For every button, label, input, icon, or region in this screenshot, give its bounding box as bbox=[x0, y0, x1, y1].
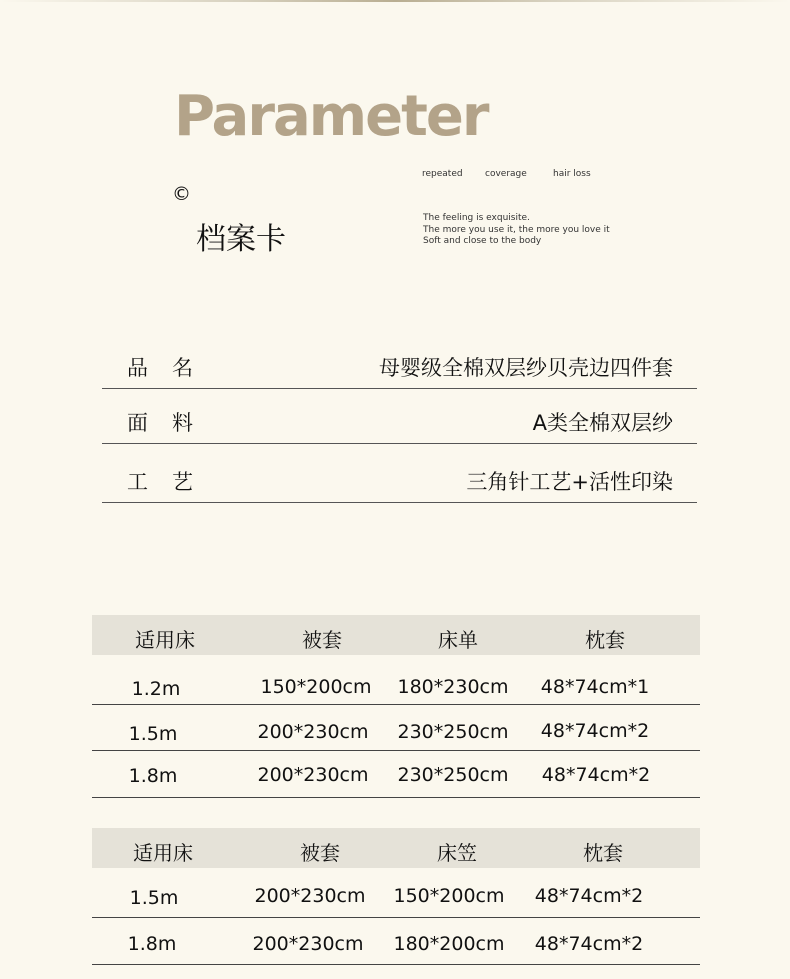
table1-header bbox=[92, 615, 700, 655]
table-cell: 180*200cm bbox=[393, 933, 505, 955]
spec-label: 品名 bbox=[127, 356, 217, 380]
tag-repeated: repeated bbox=[422, 169, 463, 179]
table-cell: 48*74cm*2 bbox=[540, 720, 650, 742]
spec-value: 母婴级全棉双层纱贝壳边四件套 bbox=[379, 356, 673, 380]
spec-label: 面料 bbox=[127, 411, 217, 435]
table-cell: 48*74cm*1 bbox=[540, 676, 650, 698]
description-line: The more you use it, the more you love it bbox=[423, 224, 610, 235]
table-row bbox=[92, 751, 700, 798]
table-cell: 230*250cm bbox=[397, 721, 509, 743]
table-cell: 1.2m bbox=[131, 678, 181, 700]
description-line: The feeling is exquisite. bbox=[423, 213, 530, 223]
tag-hair-loss: hair loss bbox=[553, 169, 591, 179]
table-header-cell: 适用床 bbox=[133, 841, 193, 865]
table-cell: 1.5m bbox=[128, 723, 178, 745]
table-cell: 150*200cm bbox=[393, 885, 505, 907]
table-cell: 1.8m bbox=[128, 765, 178, 787]
page-subtitle: 档案卡 bbox=[196, 222, 286, 257]
table-header-cell: 枕套 bbox=[585, 628, 625, 652]
table-cell: 48*74cm*2 bbox=[534, 933, 644, 955]
spec-row-craft bbox=[102, 462, 697, 503]
description-block bbox=[423, 213, 610, 248]
table-header-cell: 枕套 bbox=[583, 841, 623, 865]
table-header-cell: 适用床 bbox=[135, 628, 195, 652]
table-cell: 1.8m bbox=[127, 933, 177, 955]
spec-value: 三角针工艺+活性印染 bbox=[466, 470, 673, 494]
table-header-cell: 床单 bbox=[438, 628, 478, 652]
spec-label: 工艺 bbox=[127, 470, 217, 494]
table-cell: 48*74cm*2 bbox=[534, 885, 644, 907]
table-row bbox=[92, 658, 700, 705]
table-cell: 48*74cm*2 bbox=[541, 764, 651, 786]
description-line: Soft and close to the body bbox=[423, 236, 542, 246]
table-row bbox=[92, 705, 700, 751]
spec-row-fabric bbox=[102, 403, 697, 444]
table-cell: 1.5m bbox=[129, 887, 179, 909]
table-row bbox=[92, 918, 700, 965]
table-cell: 180*230cm bbox=[397, 676, 509, 698]
spec-value: A类全棉双层纱 bbox=[532, 411, 673, 435]
table2-header bbox=[92, 828, 700, 868]
spec-row-name bbox=[102, 348, 697, 389]
table-header-cell: 床笠 bbox=[437, 841, 477, 865]
table-row bbox=[92, 870, 700, 918]
page-title: Parameter bbox=[174, 84, 488, 149]
table-cell: 200*230cm bbox=[257, 764, 369, 786]
table-cell: 200*230cm bbox=[257, 721, 369, 743]
table-cell: 230*250cm bbox=[397, 764, 509, 786]
table-cell: 200*230cm bbox=[252, 933, 364, 955]
tag-coverage: coverage bbox=[485, 169, 527, 179]
table-cell: 150*200cm bbox=[260, 676, 372, 698]
table-header-cell: 被套 bbox=[302, 628, 342, 652]
table-cell: 200*230cm bbox=[254, 885, 366, 907]
top-divider bbox=[0, 0, 790, 2]
copyright-mark: © bbox=[172, 183, 191, 205]
table-header-cell: 被套 bbox=[300, 841, 340, 865]
